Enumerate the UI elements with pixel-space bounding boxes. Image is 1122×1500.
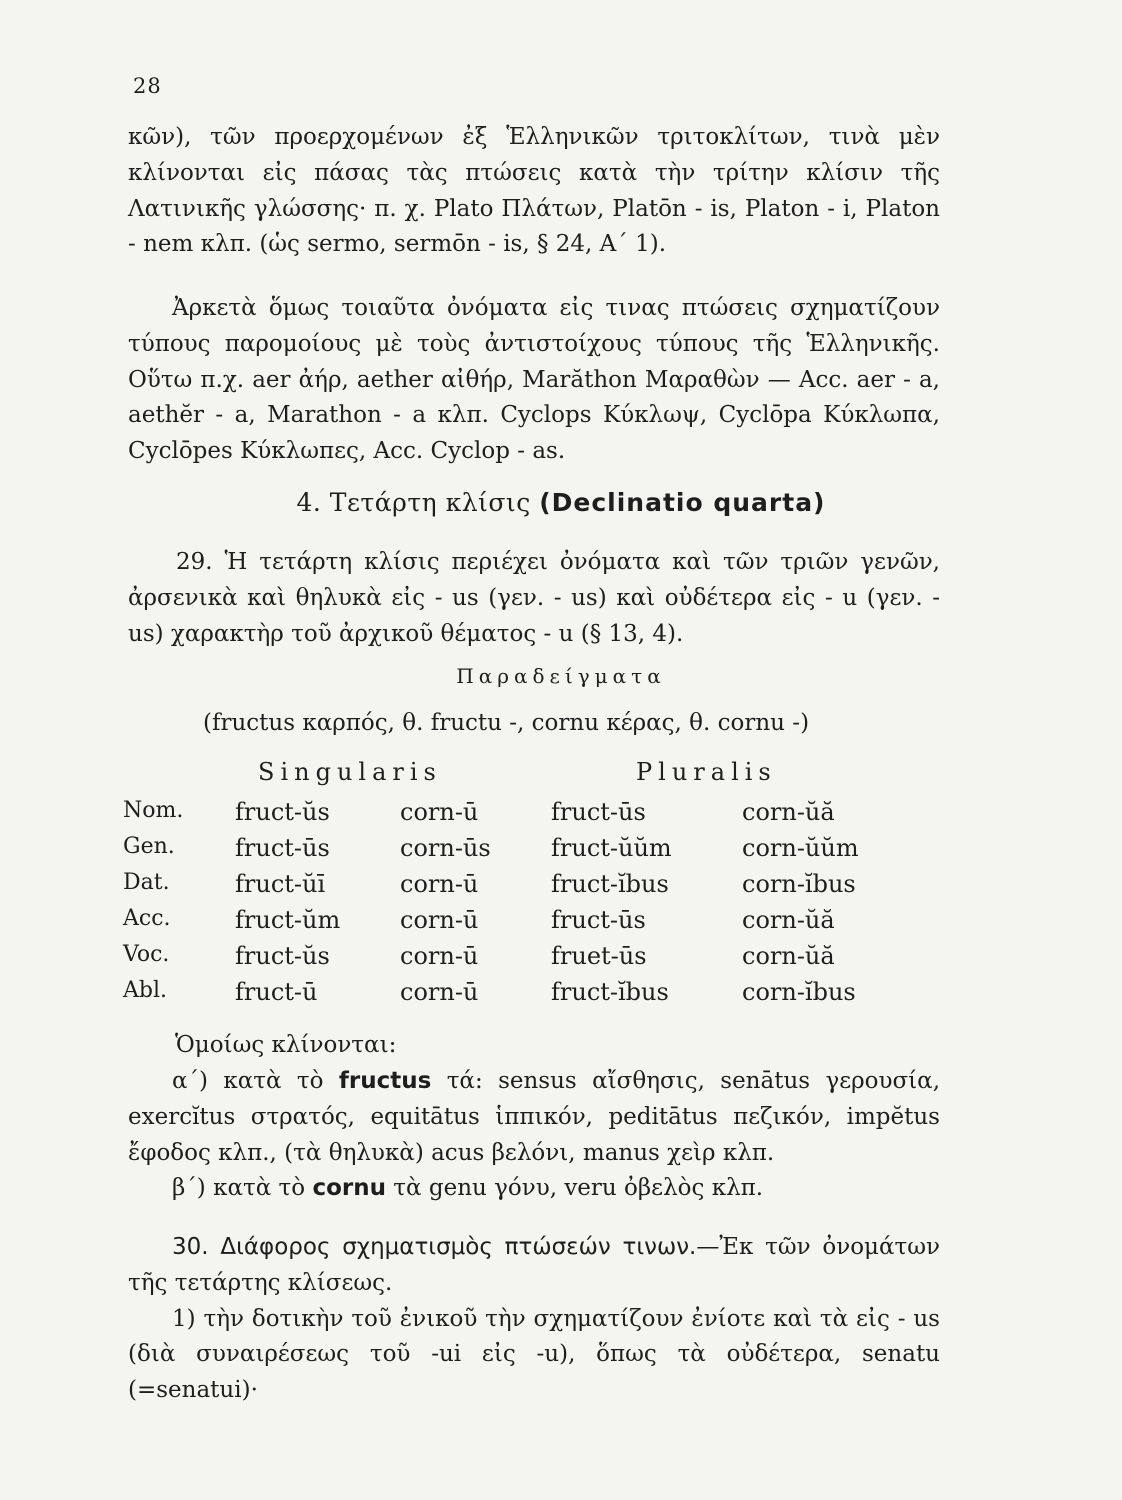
beta-word: cornu <box>312 1175 386 1201</box>
plural-cornu: corn-ŭă <box>742 798 835 826</box>
plural-fructus: fruct-ūs <box>551 906 646 934</box>
declension-row <box>0 906 1122 942</box>
similar-intro: Ὁμοίως κλίνονται: <box>175 1032 397 1058</box>
page-number: 28 <box>133 74 162 98</box>
examples-heading: Παραδείγματα <box>456 664 666 688</box>
similar-beta <box>128 1171 940 1207</box>
singular-cornu: corn-ū <box>400 906 479 934</box>
examples-note: (fructus καρπός, θ. fructu -, cornu κέρας, θ. cornu -) <box>203 710 810 736</box>
plural-fructus: fruct-ĭbus <box>551 870 669 898</box>
case-label: Gen. <box>123 834 175 859</box>
paragraph-30-title: 30. Διάφορος σχηματισμὸς πτώσεών τινων. <box>172 1234 697 1260</box>
plural-fructus: fruet-ūs <box>551 942 647 970</box>
intro-paragraph-1: κῶν), τῶν προερχομένων ἐξ Ἑλληνικῶν τριτοκλίτων, τινὰ μὲν κλίνονται εἰς πάσας τὰς πτώσεις κατὰ τὴν τρίτην κλίσιν τῆς Λατινικῆς γλώσσης· π. χ. Plato Πλάτων, Platōn - is, Platon - i, Platon - nem κλπ. (ὡς sermo, sermōn - is, § 24, Α΄ 1). <box>128 124 940 258</box>
paragraph-30-text: —Ἐκ τῶν ὀνομάτων τῆς τετάρτης κλίσεως. <box>128 1234 940 1296</box>
declension-row <box>0 978 1122 1014</box>
case-label: Voc. <box>123 942 170 967</box>
intro-paragraph-2-text: Ἀρκετὰ ὅμως τοιαῦτα ὀνόματα εἰς τινας πτώσεις σχηματίζουν τύπους παρομοίους μὲ τοὺς ἀντιστοίχους τύπους τῆς Ἑλληνικῆς. Οὕτω π.χ. aer ἀήρ, aether αἰθήρ, Marăthon Μαραθὼν — Acc. aer - a, aethĕr - a, Marathon - a κλπ. Cyclops Κύκλωψ, Cyclōpa Κύκλωπα, Cyclōpes Κύκλωπες, Acc. Cyclop - as. <box>128 295 940 465</box>
declension-row <box>0 834 1122 870</box>
declension-row <box>0 942 1122 978</box>
beta-marker: β΄) κατὰ τὸ <box>172 1175 306 1201</box>
declension-row <box>0 798 1122 834</box>
singular-fructus: fruct-ŭm <box>235 906 341 934</box>
plural-cornu: corn-ŭŭm <box>742 834 859 862</box>
similar-alpha <box>128 1064 940 1171</box>
case-label: Nom. <box>123 798 184 823</box>
paragraph-29-text: Ἡ τετάρτη κλίσις περιέχει ὀνόματα καὶ τῶν τριῶν γενῶν, ἀρσενικὰ καὶ θηλυκὰ εἰς - us (γεν. - us) καὶ οὐδέτερα εἰς - u (γεν. - us) χαρακτὴρ τοῦ ἀρχικοῦ θέματος - u (§ 13, 4). <box>128 549 940 647</box>
paragraph-29 <box>128 545 940 652</box>
singular-fructus: fruct-ŭī <box>235 870 326 898</box>
plural-fructus: fruct-ŭŭm <box>551 834 672 862</box>
section-heading-latin: (Declinatio quarta) <box>539 488 826 517</box>
intro-paragraph-2 <box>128 291 940 470</box>
plural-column-heading: Pluralis <box>636 758 777 786</box>
declension-row <box>0 870 1122 906</box>
case-label: Acc. <box>123 906 171 931</box>
singular-column-heading: Singularis <box>258 758 442 786</box>
plural-cornu: corn-ŭă <box>742 906 835 934</box>
case-label: Dat. <box>123 870 170 895</box>
singular-cornu: corn-ūs <box>400 834 491 862</box>
paragraph-30 <box>128 1230 940 1409</box>
paragraph-29-number: 29. <box>176 549 213 575</box>
singular-cornu: corn-ū <box>400 798 479 826</box>
case-label: Abl. <box>123 978 167 1003</box>
singular-cornu: corn-ū <box>400 942 479 970</box>
plural-cornu: corn-ŭă <box>742 942 835 970</box>
plural-cornu: corn-ĭbus <box>742 978 856 1006</box>
beta-text: τὰ genu γόνυ, veru ὀβελὸς κλπ. <box>393 1175 764 1201</box>
alpha-word: fructus <box>338 1068 432 1094</box>
plural-fructus: fruct-ĭbus <box>551 978 669 1006</box>
plural-cornu: corn-ĭbus <box>742 870 856 898</box>
singular-fructus: fruct-ŭs <box>235 942 330 970</box>
singular-cornu: corn-ū <box>400 870 479 898</box>
singular-fructus: fruct-ŭs <box>235 798 330 826</box>
singular-fructus: fruct-ū <box>235 978 318 1006</box>
section-heading-greek: 4. Τετάρτη κλίσις <box>296 488 531 517</box>
singular-fructus: fruct-ūs <box>235 834 330 862</box>
alpha-text: τά: sensus αἴσθησις, senātus γερουσία, exercĭtus στρατός, equitātus ἱππικόν, peditātus πεζικόν, impĕtus ἔφοδος κλπ., (τὰ θηλυκὰ) acus βελόνι, manus χεὶρ κλπ. <box>128 1068 941 1166</box>
plural-fructus: fruct-ūs <box>551 798 646 826</box>
section-heading <box>0 488 1122 517</box>
alpha-marker: α΄) κατὰ τὸ <box>172 1068 324 1094</box>
singular-cornu: corn-ū <box>400 978 479 1006</box>
paragraph-30-item-1: 1) τὴν δοτικὴν τοῦ ἐνικοῦ τὴν σχηματίζουν ἐνίοτε καὶ τὰ εἰς - us (διὰ συναιρέσεως τοῦ -ui εἰς -u), ὅπως τὰ οὐδέτερα, senatu (=senatui)· <box>128 1305 940 1404</box>
